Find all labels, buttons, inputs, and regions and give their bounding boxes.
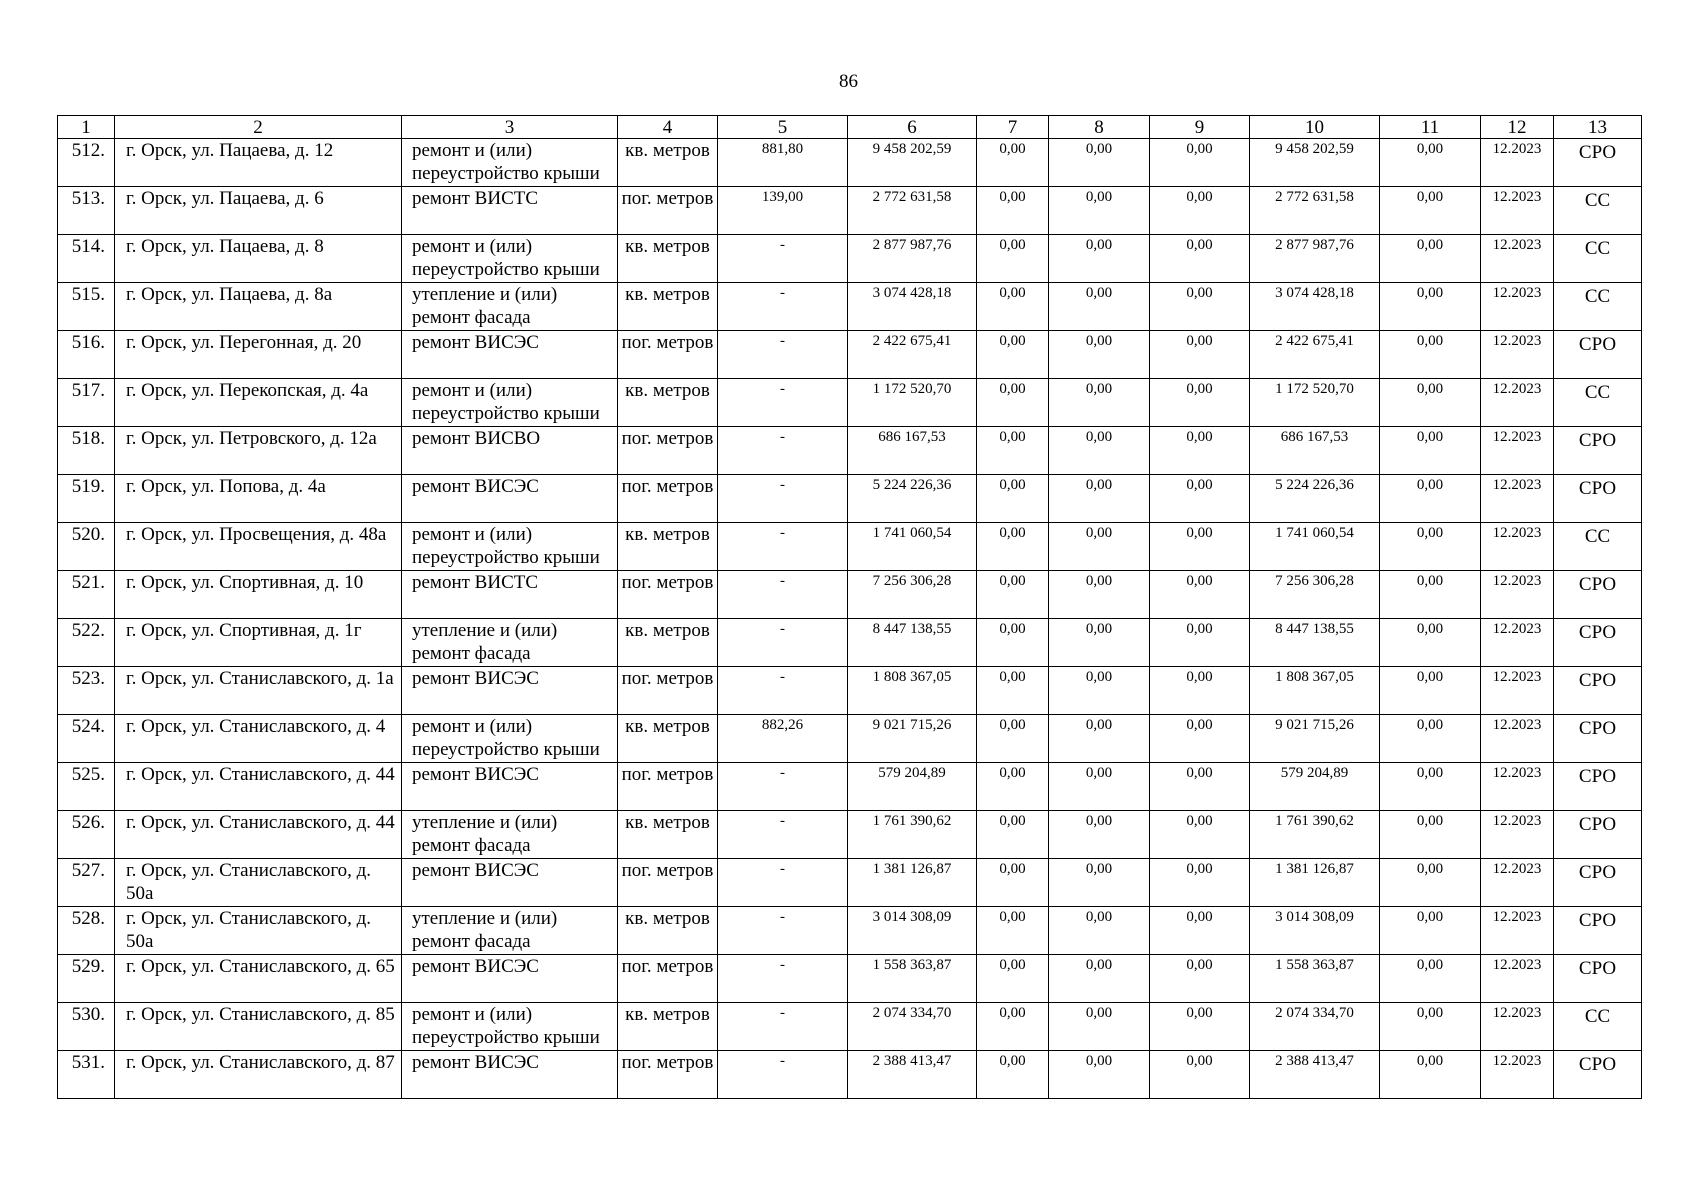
table-row xyxy=(58,139,1642,187)
row-number: 512. xyxy=(58,139,115,187)
address-cell: г. Орск, ул. Петровского, д. 12а xyxy=(115,427,402,475)
col9-cell: 0,00 xyxy=(1150,139,1250,187)
col5-cell: - xyxy=(718,427,848,475)
col5-cell: - xyxy=(718,763,848,811)
work-type-cell: ремонт ВИСЭС xyxy=(402,475,618,523)
column-number: 2 xyxy=(115,116,402,139)
column-number: 1 xyxy=(58,116,115,139)
unit-cell: кв. метров xyxy=(618,1003,718,1051)
period-cell: 12.2023 xyxy=(1481,235,1554,283)
row-number: 514. xyxy=(58,235,115,283)
unit-cell: кв. метров xyxy=(618,139,718,187)
col11-cell: 0,00 xyxy=(1380,283,1481,331)
row-number: 522. xyxy=(58,619,115,667)
col8-cell: 0,00 xyxy=(1049,667,1150,715)
col7-cell: 0,00 xyxy=(977,187,1049,235)
col13-cell: СРО xyxy=(1554,571,1642,619)
col5-cell: - xyxy=(718,811,848,859)
col13-cell: СРО xyxy=(1554,715,1642,763)
period-cell: 12.2023 xyxy=(1481,475,1554,523)
col11-cell: 0,00 xyxy=(1380,1003,1481,1051)
col7-cell: 0,00 xyxy=(977,331,1049,379)
col5-cell: - xyxy=(718,859,848,907)
col7-cell: 0,00 xyxy=(977,763,1049,811)
col10-cell: 2 074 334,70 xyxy=(1250,1003,1380,1051)
col9-cell: 0,00 xyxy=(1150,907,1250,955)
register-table xyxy=(57,115,1642,1099)
col5-cell: - xyxy=(718,907,848,955)
col10-cell: 686 167,53 xyxy=(1250,427,1380,475)
period-cell: 12.2023 xyxy=(1481,667,1554,715)
col5-cell: - xyxy=(718,571,848,619)
col5-cell: - xyxy=(718,235,848,283)
period-cell: 12.2023 xyxy=(1481,283,1554,331)
col13-cell: СС xyxy=(1554,379,1642,427)
col13-cell: СРО xyxy=(1554,667,1642,715)
col10-cell: 3 014 308,09 xyxy=(1250,907,1380,955)
period-cell: 12.2023 xyxy=(1481,139,1554,187)
col10-cell: 2 877 987,76 xyxy=(1250,235,1380,283)
col7-cell: 0,00 xyxy=(977,1051,1049,1099)
col5-cell: 881,80 xyxy=(718,139,848,187)
table-row xyxy=(58,187,1642,235)
col5-cell: - xyxy=(718,283,848,331)
unit-cell: пог. метров xyxy=(618,1051,718,1099)
col13-cell: СРО xyxy=(1554,859,1642,907)
work-type-cell: ремонт и (или) переустройство крыши xyxy=(402,139,618,187)
col8-cell: 0,00 xyxy=(1049,427,1150,475)
column-number: 10 xyxy=(1250,116,1380,139)
unit-cell: кв. метров xyxy=(618,811,718,859)
table-row xyxy=(58,619,1642,667)
col13-cell: СРО xyxy=(1554,427,1642,475)
work-type-cell: ремонт ВИСТС xyxy=(402,187,618,235)
col6-cell: 579 204,89 xyxy=(848,763,977,811)
work-type-cell: утепление и (или) ремонт фасада xyxy=(402,907,618,955)
col7-cell: 0,00 xyxy=(977,475,1049,523)
col8-cell: 0,00 xyxy=(1049,1051,1150,1099)
col10-cell: 2 388 413,47 xyxy=(1250,1051,1380,1099)
address-cell: г. Орск, ул. Станиславского, д. 4 xyxy=(115,715,402,763)
col13-cell: СС xyxy=(1554,523,1642,571)
col5-cell: - xyxy=(718,1003,848,1051)
col8-cell: 0,00 xyxy=(1049,619,1150,667)
col8-cell: 0,00 xyxy=(1049,955,1150,1003)
table-row xyxy=(58,379,1642,427)
row-number: 529. xyxy=(58,955,115,1003)
col10-cell: 9 021 715,26 xyxy=(1250,715,1380,763)
table-row xyxy=(58,475,1642,523)
col8-cell: 0,00 xyxy=(1049,715,1150,763)
column-number: 6 xyxy=(848,116,977,139)
col5-cell: - xyxy=(718,523,848,571)
unit-cell: пог. метров xyxy=(618,475,718,523)
unit-cell: кв. метров xyxy=(618,235,718,283)
col6-cell: 2 422 675,41 xyxy=(848,331,977,379)
unit-cell: пог. метров xyxy=(618,427,718,475)
address-cell: г. Орск, ул. Попова, д. 4а xyxy=(115,475,402,523)
col8-cell: 0,00 xyxy=(1049,811,1150,859)
work-type-cell: ремонт ВИСВО xyxy=(402,427,618,475)
col5-cell: - xyxy=(718,475,848,523)
unit-cell: кв. метров xyxy=(618,379,718,427)
col10-cell: 1 808 367,05 xyxy=(1250,667,1380,715)
table-row xyxy=(58,955,1642,1003)
column-number: 8 xyxy=(1049,116,1150,139)
period-cell: 12.2023 xyxy=(1481,715,1554,763)
col8-cell: 0,00 xyxy=(1049,907,1150,955)
address-cell: г. Орск, ул. Перегонная, д. 20 xyxy=(115,331,402,379)
col10-cell: 2 772 631,58 xyxy=(1250,187,1380,235)
row-number: 521. xyxy=(58,571,115,619)
col5-cell: - xyxy=(718,1051,848,1099)
work-type-cell: утепление и (или) ремонт фасада xyxy=(402,619,618,667)
col8-cell: 0,00 xyxy=(1049,763,1150,811)
col11-cell: 0,00 xyxy=(1380,907,1481,955)
row-number: 523. xyxy=(58,667,115,715)
col10-cell: 1 172 520,70 xyxy=(1250,379,1380,427)
column-number: 9 xyxy=(1150,116,1250,139)
col10-cell: 1 381 126,87 xyxy=(1250,859,1380,907)
col9-cell: 0,00 xyxy=(1150,475,1250,523)
col6-cell: 9 458 202,59 xyxy=(848,139,977,187)
col6-cell: 1 558 363,87 xyxy=(848,955,977,1003)
col11-cell: 0,00 xyxy=(1380,955,1481,1003)
row-number: 513. xyxy=(58,187,115,235)
work-type-cell: ремонт и (или) переустройство крыши xyxy=(402,523,618,571)
work-type-cell: ремонт ВИСЭС xyxy=(402,859,618,907)
col6-cell: 1 808 367,05 xyxy=(848,667,977,715)
col10-cell: 1 741 060,54 xyxy=(1250,523,1380,571)
col10-cell: 3 074 428,18 xyxy=(1250,283,1380,331)
address-cell: г. Орск, ул. Станиславского, д. 85 xyxy=(115,1003,402,1051)
column-number: 5 xyxy=(718,116,848,139)
table-row xyxy=(58,1003,1642,1051)
col6-cell: 3 074 428,18 xyxy=(848,283,977,331)
col11-cell: 0,00 xyxy=(1380,859,1481,907)
col9-cell: 0,00 xyxy=(1150,955,1250,1003)
col11-cell: 0,00 xyxy=(1380,619,1481,667)
unit-cell: пог. метров xyxy=(618,859,718,907)
col13-cell: СРО xyxy=(1554,619,1642,667)
col10-cell: 579 204,89 xyxy=(1250,763,1380,811)
work-type-cell: ремонт и (или) переустройство крыши xyxy=(402,379,618,427)
period-cell: 12.2023 xyxy=(1481,379,1554,427)
work-type-cell: ремонт и (или) переустройство крыши xyxy=(402,715,618,763)
col5-cell: - xyxy=(718,331,848,379)
work-type-cell: ремонт и (или) переустройство крыши xyxy=(402,235,618,283)
address-cell: г. Орск, ул. Перекопская, д. 4а xyxy=(115,379,402,427)
page-number: 86 xyxy=(839,71,858,92)
col9-cell: 0,00 xyxy=(1150,187,1250,235)
period-cell: 12.2023 xyxy=(1481,523,1554,571)
table-row xyxy=(58,763,1642,811)
col11-cell: 0,00 xyxy=(1380,571,1481,619)
col7-cell: 0,00 xyxy=(977,715,1049,763)
col7-cell: 0,00 xyxy=(977,1003,1049,1051)
col9-cell: 0,00 xyxy=(1150,763,1250,811)
unit-cell: кв. метров xyxy=(618,283,718,331)
col8-cell: 0,00 xyxy=(1049,859,1150,907)
unit-cell: пог. метров xyxy=(618,667,718,715)
col13-cell: СС xyxy=(1554,283,1642,331)
period-cell: 12.2023 xyxy=(1481,859,1554,907)
col11-cell: 0,00 xyxy=(1380,379,1481,427)
col10-cell: 1 761 390,62 xyxy=(1250,811,1380,859)
col7-cell: 0,00 xyxy=(977,235,1049,283)
col13-cell: СС xyxy=(1554,187,1642,235)
col11-cell: 0,00 xyxy=(1380,667,1481,715)
work-type-cell: ремонт ВИСЭС xyxy=(402,955,618,1003)
address-cell: г. Орск, ул. Станиславского, д. 65 xyxy=(115,955,402,1003)
table-row xyxy=(58,715,1642,763)
work-type-cell: ремонт и (или) переустройство крыши xyxy=(402,1003,618,1051)
col7-cell: 0,00 xyxy=(977,667,1049,715)
table-row xyxy=(58,523,1642,571)
address-cell: г. Орск, ул. Спортивная, д. 1г xyxy=(115,619,402,667)
col5-cell: 139,00 xyxy=(718,187,848,235)
col8-cell: 0,00 xyxy=(1049,187,1150,235)
column-number: 4 xyxy=(618,116,718,139)
row-number: 518. xyxy=(58,427,115,475)
period-cell: 12.2023 xyxy=(1481,331,1554,379)
col8-cell: 0,00 xyxy=(1049,571,1150,619)
col7-cell: 0,00 xyxy=(977,379,1049,427)
col11-cell: 0,00 xyxy=(1380,187,1481,235)
unit-cell: пог. метров xyxy=(618,331,718,379)
work-type-cell: ремонт ВИСЭС xyxy=(402,667,618,715)
col8-cell: 0,00 xyxy=(1049,379,1150,427)
col7-cell: 0,00 xyxy=(977,139,1049,187)
col11-cell: 0,00 xyxy=(1380,235,1481,283)
row-number: 527. xyxy=(58,859,115,907)
address-cell: г. Орск, ул. Спортивная, д. 10 xyxy=(115,571,402,619)
col6-cell: 2 388 413,47 xyxy=(848,1051,977,1099)
col10-cell: 1 558 363,87 xyxy=(1250,955,1380,1003)
address-cell: г. Орск, ул. Станиславского, д. 87 xyxy=(115,1051,402,1099)
column-number: 3 xyxy=(402,116,618,139)
col7-cell: 0,00 xyxy=(977,427,1049,475)
col8-cell: 0,00 xyxy=(1049,283,1150,331)
work-type-cell: утепление и (или) ремонт фасада xyxy=(402,283,618,331)
period-cell: 12.2023 xyxy=(1481,427,1554,475)
address-cell: г. Орск, ул. Пацаева, д. 8а xyxy=(115,283,402,331)
col7-cell: 0,00 xyxy=(977,859,1049,907)
col6-cell: 1 172 520,70 xyxy=(848,379,977,427)
col6-cell: 1 761 390,62 xyxy=(848,811,977,859)
col9-cell: 0,00 xyxy=(1150,619,1250,667)
column-number: 11 xyxy=(1380,116,1481,139)
table-row xyxy=(58,235,1642,283)
period-cell: 12.2023 xyxy=(1481,619,1554,667)
address-cell: г. Орск, ул. Пацаева, д. 12 xyxy=(115,139,402,187)
row-number: 519. xyxy=(58,475,115,523)
row-number: 517. xyxy=(58,379,115,427)
unit-cell: кв. метров xyxy=(618,619,718,667)
row-number: 528. xyxy=(58,907,115,955)
col7-cell: 0,00 xyxy=(977,571,1049,619)
col8-cell: 0,00 xyxy=(1049,523,1150,571)
period-cell: 12.2023 xyxy=(1481,763,1554,811)
address-cell: г. Орск, ул. Пацаева, д. 6 xyxy=(115,187,402,235)
col11-cell: 0,00 xyxy=(1380,427,1481,475)
col9-cell: 0,00 xyxy=(1150,859,1250,907)
unit-cell: пог. метров xyxy=(618,571,718,619)
col6-cell: 5 224 226,36 xyxy=(848,475,977,523)
col9-cell: 0,00 xyxy=(1150,331,1250,379)
table-row xyxy=(58,859,1642,907)
col7-cell: 0,00 xyxy=(977,907,1049,955)
work-type-cell: ремонт ВИСЭС xyxy=(402,763,618,811)
period-cell: 12.2023 xyxy=(1481,907,1554,955)
col6-cell: 686 167,53 xyxy=(848,427,977,475)
col9-cell: 0,00 xyxy=(1150,571,1250,619)
col13-cell: СРО xyxy=(1554,331,1642,379)
col13-cell: СС xyxy=(1554,235,1642,283)
col7-cell: 0,00 xyxy=(977,523,1049,571)
row-number: 531. xyxy=(58,1051,115,1099)
address-cell: г. Орск, ул. Станиславского, д. 44 xyxy=(115,763,402,811)
col7-cell: 0,00 xyxy=(977,955,1049,1003)
table-row xyxy=(58,907,1642,955)
col11-cell: 0,00 xyxy=(1380,715,1481,763)
col9-cell: 0,00 xyxy=(1150,715,1250,763)
col9-cell: 0,00 xyxy=(1150,523,1250,571)
address-cell: г. Орск, ул. Пацаева, д. 8 xyxy=(115,235,402,283)
table-row xyxy=(58,331,1642,379)
col5-cell: - xyxy=(718,955,848,1003)
col9-cell: 0,00 xyxy=(1150,1051,1250,1099)
col10-cell: 8 447 138,55 xyxy=(1250,619,1380,667)
col9-cell: 0,00 xyxy=(1150,811,1250,859)
col11-cell: 0,00 xyxy=(1380,331,1481,379)
col13-cell: СРО xyxy=(1554,955,1642,1003)
column-number: 7 xyxy=(977,116,1049,139)
col8-cell: 0,00 xyxy=(1049,235,1150,283)
col13-cell: СРО xyxy=(1554,763,1642,811)
row-number: 515. xyxy=(58,283,115,331)
col7-cell: 0,00 xyxy=(977,619,1049,667)
table-row xyxy=(58,1051,1642,1099)
col6-cell: 1 741 060,54 xyxy=(848,523,977,571)
table-row xyxy=(58,283,1642,331)
col9-cell: 0,00 xyxy=(1150,235,1250,283)
unit-cell: пог. метров xyxy=(618,187,718,235)
col6-cell: 7 256 306,28 xyxy=(848,571,977,619)
row-number: 520. xyxy=(58,523,115,571)
period-cell: 12.2023 xyxy=(1481,811,1554,859)
period-cell: 12.2023 xyxy=(1481,571,1554,619)
work-type-cell: ремонт ВИСТС xyxy=(402,571,618,619)
column-number-row xyxy=(58,116,1642,139)
col13-cell: СРО xyxy=(1554,475,1642,523)
address-cell: г. Орск, ул. Станиславского, д. 44 xyxy=(115,811,402,859)
col5-cell: - xyxy=(718,619,848,667)
table-row xyxy=(58,427,1642,475)
unit-cell: пог. метров xyxy=(618,955,718,1003)
period-cell: 12.2023 xyxy=(1481,955,1554,1003)
col8-cell: 0,00 xyxy=(1049,475,1150,523)
register-body xyxy=(58,139,1642,1099)
col9-cell: 0,00 xyxy=(1150,667,1250,715)
address-cell: г. Орск, ул. Просвещения, д. 48а xyxy=(115,523,402,571)
col6-cell: 8 447 138,55 xyxy=(848,619,977,667)
table-row xyxy=(58,571,1642,619)
unit-cell: кв. метров xyxy=(618,907,718,955)
column-number: 12 xyxy=(1481,116,1554,139)
col8-cell: 0,00 xyxy=(1049,139,1150,187)
table-row xyxy=(58,811,1642,859)
address-cell: г. Орск, ул. Станиславского, д. 50а xyxy=(115,859,402,907)
address-cell: г. Орск, ул. Станиславского, д. 1а xyxy=(115,667,402,715)
col8-cell: 0,00 xyxy=(1049,1003,1150,1051)
col6-cell: 3 014 308,09 xyxy=(848,907,977,955)
col13-cell: СРО xyxy=(1554,907,1642,955)
col5-cell: - xyxy=(718,667,848,715)
unit-cell: кв. метров xyxy=(618,523,718,571)
work-type-cell: ремонт ВИСЭС xyxy=(402,1051,618,1099)
address-cell: г. Орск, ул. Станиславского, д. 50а xyxy=(115,907,402,955)
period-cell: 12.2023 xyxy=(1481,187,1554,235)
col5-cell: 882,26 xyxy=(718,715,848,763)
column-number: 13 xyxy=(1554,116,1642,139)
table-row xyxy=(58,667,1642,715)
row-number: 526. xyxy=(58,811,115,859)
period-cell: 12.2023 xyxy=(1481,1051,1554,1099)
col7-cell: 0,00 xyxy=(977,811,1049,859)
col5-cell: - xyxy=(718,379,848,427)
col11-cell: 0,00 xyxy=(1380,475,1481,523)
col13-cell: СРО xyxy=(1554,1051,1642,1099)
unit-cell: кв. метров xyxy=(618,715,718,763)
col11-cell: 0,00 xyxy=(1380,811,1481,859)
work-type-cell: ремонт ВИСЭС xyxy=(402,331,618,379)
row-number: 525. xyxy=(58,763,115,811)
period-cell: 12.2023 xyxy=(1481,1003,1554,1051)
row-number: 516. xyxy=(58,331,115,379)
col10-cell: 2 422 675,41 xyxy=(1250,331,1380,379)
col9-cell: 0,00 xyxy=(1150,427,1250,475)
col6-cell: 2 772 631,58 xyxy=(848,187,977,235)
col13-cell: СС xyxy=(1554,1003,1642,1051)
row-number: 530. xyxy=(58,1003,115,1051)
col11-cell: 0,00 xyxy=(1380,763,1481,811)
col9-cell: 0,00 xyxy=(1150,1003,1250,1051)
col9-cell: 0,00 xyxy=(1150,283,1250,331)
row-number: 524. xyxy=(58,715,115,763)
col13-cell: СРО xyxy=(1554,139,1642,187)
col6-cell: 2 074 334,70 xyxy=(848,1003,977,1051)
work-type-cell: утепление и (или) ремонт фасада xyxy=(402,811,618,859)
col9-cell: 0,00 xyxy=(1150,379,1250,427)
col6-cell: 2 877 987,76 xyxy=(848,235,977,283)
col8-cell: 0,00 xyxy=(1049,331,1150,379)
col11-cell: 0,00 xyxy=(1380,1051,1481,1099)
unit-cell: пог. метров xyxy=(618,763,718,811)
col10-cell: 5 224 226,36 xyxy=(1250,475,1380,523)
col13-cell: СРО xyxy=(1554,811,1642,859)
col11-cell: 0,00 xyxy=(1380,139,1481,187)
col10-cell: 7 256 306,28 xyxy=(1250,571,1380,619)
col6-cell: 9 021 715,26 xyxy=(848,715,977,763)
col10-cell: 9 458 202,59 xyxy=(1250,139,1380,187)
col7-cell: 0,00 xyxy=(977,283,1049,331)
col11-cell: 0,00 xyxy=(1380,523,1481,571)
col6-cell: 1 381 126,87 xyxy=(848,859,977,907)
